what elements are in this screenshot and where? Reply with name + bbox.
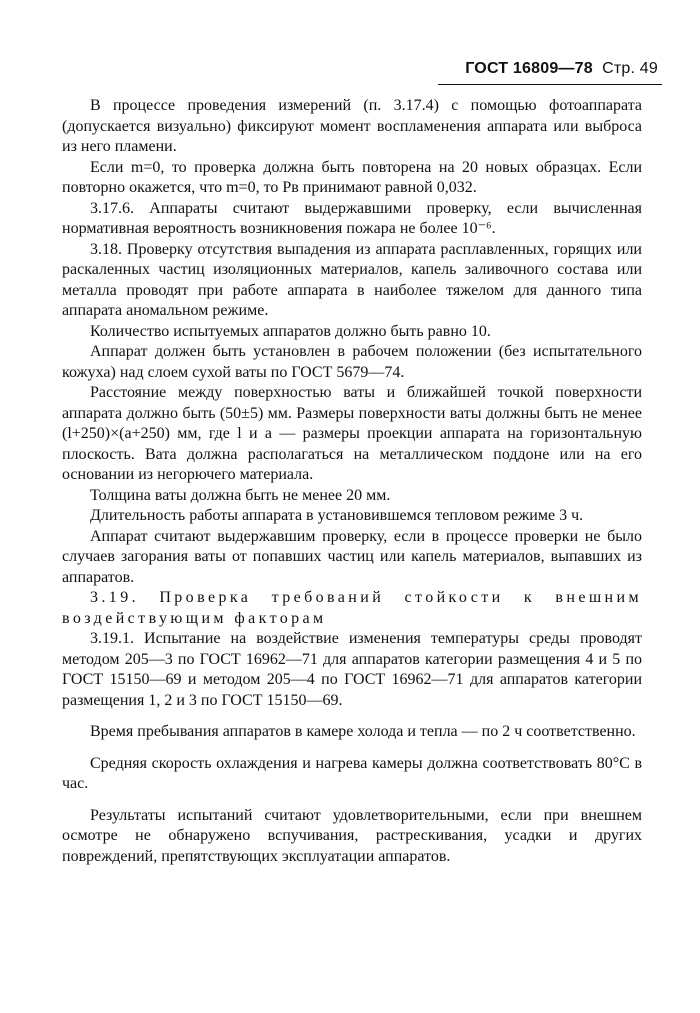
- paragraph: Аппарат должен быть установлен в рабочем положении (без испытательного кожуха) над слоем сухой ваты по ГОСТ 5679—74.: [62, 343, 642, 381]
- paragraph: Толщина ваты должна быть не менее 20 мм.: [90, 486, 391, 504]
- paragraph: В процессе проведения измерений (п. 3.17.4) с помощью фотоаппарата (допускается визуально) фиксируют момент воспламенения аппарата или выброса из него пламени.: [62, 97, 642, 155]
- paragraph: Количество испытуемых аппаратов должно быть равно 10.: [90, 322, 491, 340]
- section-heading: 3.19. Проверка требований стойкости к внешним воздействующим факторам: [62, 589, 642, 627]
- paragraph: 3.18. Проверку отсутствия выпадения из аппарата расплавленных, горящих или раскаленных частиц изоляционных материалов, капель заливочного состава или металла проводят при работе аппарата в наиболее тяжелом для данного типа аппарата аномальном режиме.: [62, 240, 642, 319]
- paragraph: Если m=0, то проверка должна быть повторена на 20 новых образцах. Если повторно окажется, что m=0, то Pв принимают равной 0,032.: [62, 158, 642, 196]
- body-text: [62, 96, 642, 867]
- paragraph: 3.17.6. Аппараты считают выдержавшими проверку, если вычисленная нормативная вероятность возникновения пожара не более 10⁻⁶.: [62, 199, 642, 237]
- paragraph: Длительность работы аппарата в установившемся тепловом режиме 3 ч.: [90, 507, 584, 524]
- page-header: [465, 60, 658, 78]
- page-number: Стр. 49: [602, 60, 658, 77]
- paragraph: Расстояние между поверхностью ваты и ближайшей точкой поверхности аппарата должно быть (50±5) мм. Размеры поверхности ваты должны быть не менее (l+250)×(a+250) мм, где l и a — размеры проекции аппарата на горизонтальную плоскость. Вата должна располагаться на металлическом поддоне или на его основании из негорючего материала.: [62, 384, 642, 483]
- paragraph: Результаты испытаний считают удовлетворительными, если при внешнем осмотре не обнаружено вспучивания, растрескивания, усадки и других повреждений, препятствующих эксплуатации аппаратов.: [62, 806, 642, 865]
- paragraph: Средняя скорость охлаждения и нагрева камеры должна соответствовать 80°С в час.: [62, 754, 642, 792]
- paragraph: Время пребывания аппаратов в камере холода и тепла — по 2 ч соответственно.: [90, 723, 636, 740]
- standard-number: ГОСТ 16809—78: [465, 60, 593, 77]
- paragraph: Аппарат считают выдержавшим проверку, если в процессе проверки не было случаев загорания ваты от попавших частиц или капель материалов, выпавших из аппаратов.: [62, 527, 642, 586]
- paragraph: 3.19.1. Испытание на воздействие изменения температуры среды проводят методом 205—3 по ГОСТ 16962—71 для аппаратов категории размещения 4 и 5 по ГОСТ 15150—69 и методом 205—4 по ГОСТ 16962—71 для аппаратов категории размещения 1, 2 и 3 по ГОСТ 15150—69.: [62, 630, 642, 709]
- header-rule: [438, 84, 662, 85]
